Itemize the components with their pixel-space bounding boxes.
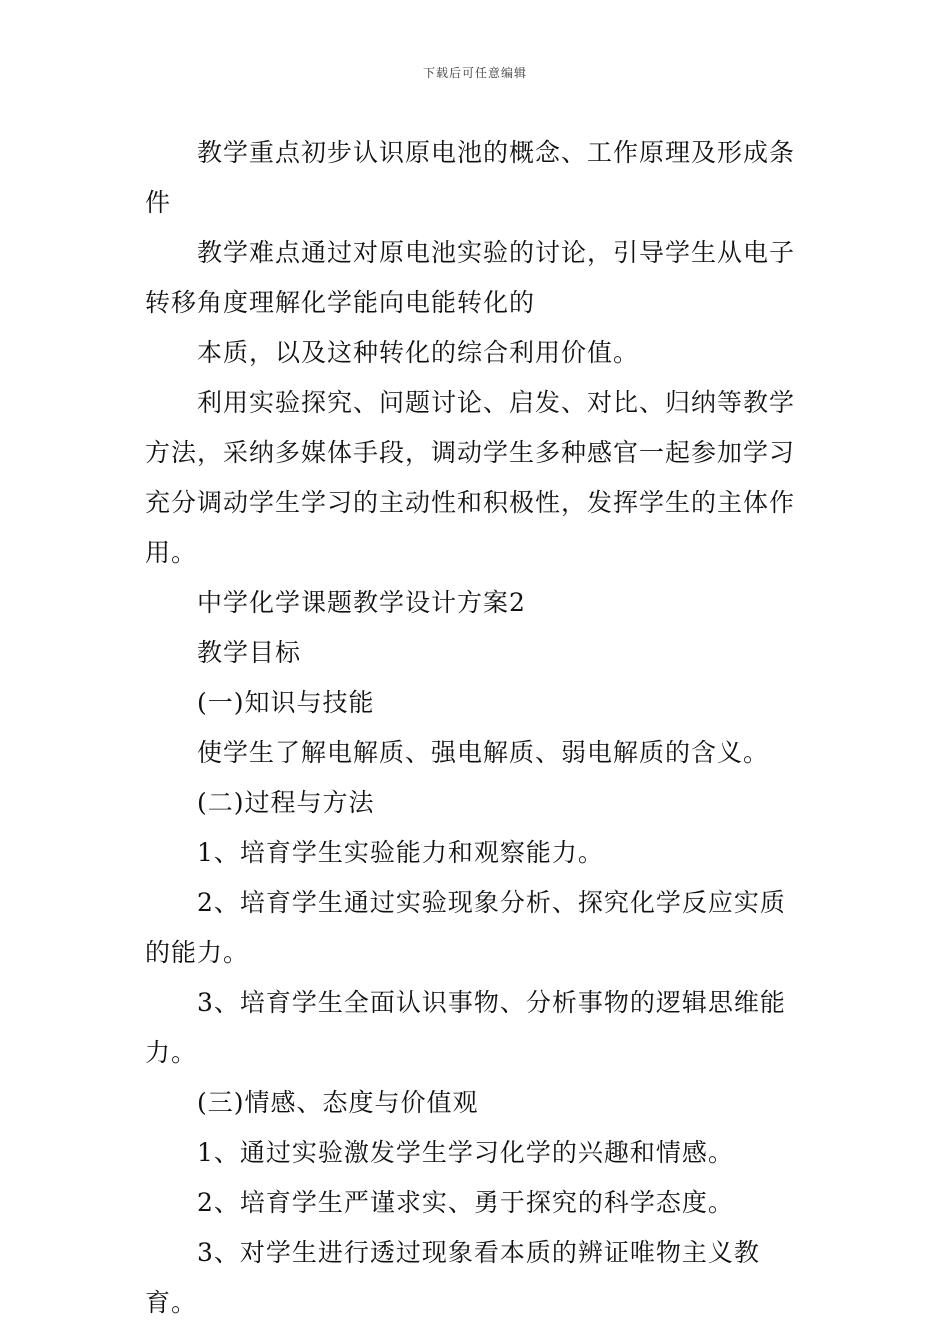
subheading-knowledge: (一)知识与技能 (197, 688, 375, 717)
paragraph-essence: 本质，以及这种转化的综合利用价值。 (197, 338, 640, 367)
list-item: 2、培育学生通过实验现象分析、探究化学反应实质的能力。 (145, 888, 786, 967)
section-title: 中学化学课题教学设计方案2 (197, 588, 526, 617)
page-header: 下载后可任意编辑 (422, 66, 527, 80)
paragraph-knowledge: 使学生了解电解质、强电解质、弱电解质的含义。 (197, 738, 770, 767)
list-item: 3、对学生进行透过现象看本质的辨证唯物主义教育。 (145, 1238, 760, 1317)
document-body (145, 128, 810, 1328)
list-item: 1、通过实验激发学生学习化学的兴趣和情感。 (197, 1138, 734, 1167)
list-item: 3、培育学生全面认识事物、分析事物的逻辑思维能力。 (145, 988, 786, 1067)
list-item: 1、培育学生实验能力和观察能力。 (197, 838, 604, 867)
paragraph-teaching-methods: 利用实验探究、问题讨论、启发、对比、归纳等教学方法，采纳多媒体手段，调动学生多种感官一起参加学习充分调动学生学习的主动性和积极性，发挥学生的主体作用。 (145, 388, 796, 567)
subheading-emotion: (三)情感、态度与价值观 (197, 1088, 479, 1117)
paragraph-key-points: 教学重点初步认识原电池的概念、工作原理及形成条件 (145, 138, 796, 217)
heading-objectives: 教学目标 (197, 638, 302, 667)
subheading-process: (二)过程与方法 (197, 788, 375, 817)
paragraph-difficult-points: 教学难点通过对原电池实验的讨论，引导学生从电子转移角度理解化学能向电能转化的 (145, 238, 796, 317)
list-item: 2、培育学生严谨求实、勇于探究的科学态度。 (197, 1188, 734, 1217)
